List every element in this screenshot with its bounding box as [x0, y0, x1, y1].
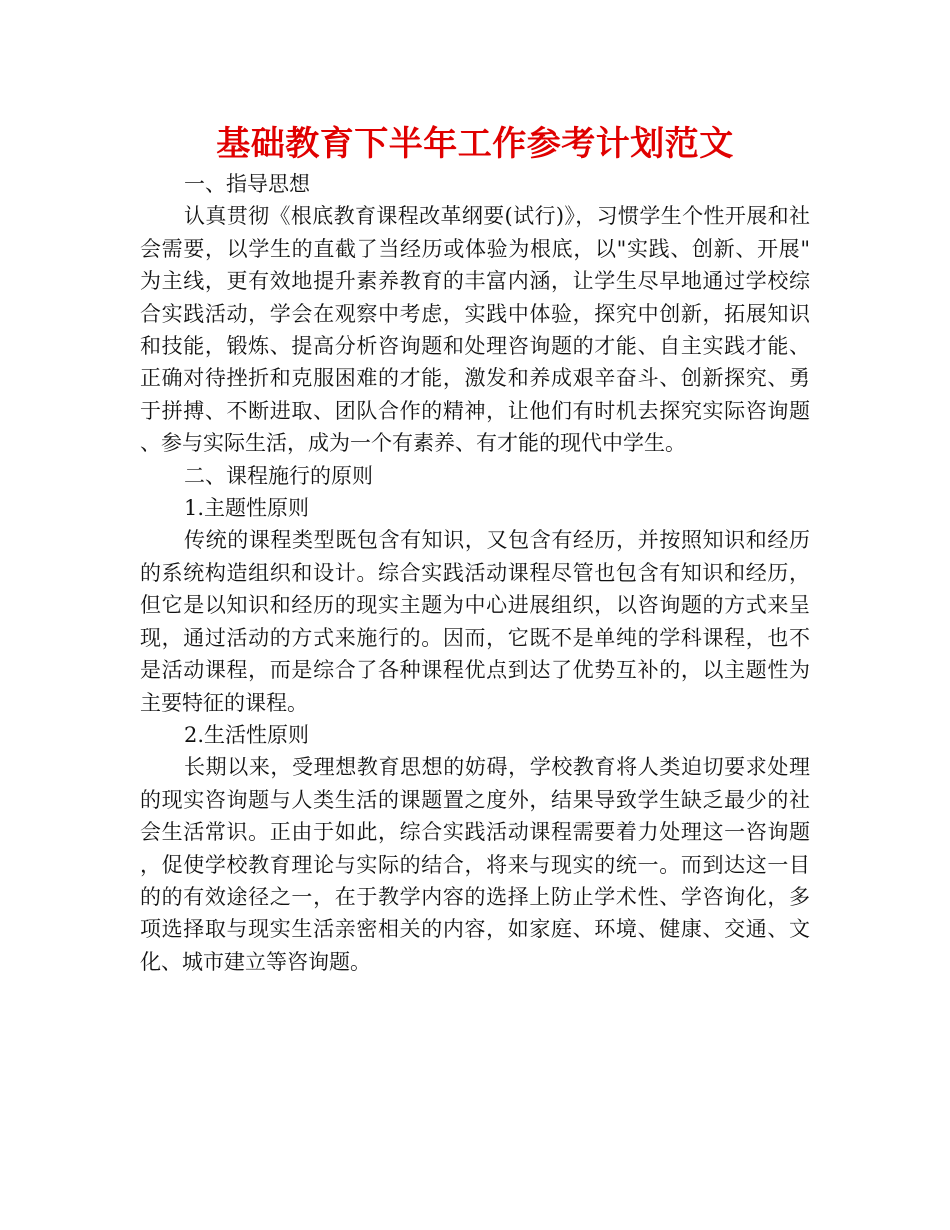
- paragraph-life-principle: 长期以来，受理想教育思想的妨碍，学校教育将人类迫切要求处理的现实咨询题与人类生活的课题置之度外，结果导致学生缺乏最少的社会生活常识。正由于如此，综合实践活动课程需要着力处理这一咨询题，促使学校教育理论与实际的结合，将来与现实的统一。而到达这一目的的有效途径之一，在于教学内容的选择上防止学术性、学咨询化，多项选择取与现实生活亲密相关的内容，如家庭、环境、健康、交通、文化、城市建立等咨询题。: [140, 755, 810, 974]
- section-heading-life-principle: 2.生活性原则: [184, 722, 310, 747]
- section-heading-thematic-principle: 1.主题性原则: [184, 496, 310, 521]
- document-title: 基础教育下半年工作参考计划范文: [216, 124, 734, 164]
- section-heading-implementation-principles: 二、课程施行的原则: [184, 463, 373, 488]
- paragraph-thematic-principle: 传统的课程类型既包含有知识，又包含有经历，并按照知识和经历的系统构造组织和设计。综合实践活动课程尽管也包含有知识和经历，但它是以知识和经历的现实主题为中心进展组织，以咨询题的方式来呈现，通过活动的方式来施行的。因而，它既不是单纯的学科课程，也不是活动课程，而是综合了各种课程优点到达了优势互补的，以主题性为主要特征的课程。: [140, 528, 810, 715]
- section-heading-guiding-ideology: 一、指导思想: [184, 172, 310, 196]
- paragraph-guiding-ideology: 认真贯彻《根底教育课程改革纲要(试行)》，习惯学生个性开展和社会需要，以学生的直截了当经历或体验为根底，以"实践、创新、开展"为主线，更有效地提升素养教育的丰富内涵，让学生尽早地通过学校综合实践活动，学会在观察中考虑，实践中体验，探究中创新，拓展知识和技能，锻炼、提高分析咨询题和处理咨询题的才能、自主实践才能、正确对待挫折和克服困难的才能，激发和养成艰辛奋斗、创新探究、勇于拼搏、不断进取、团队合作的精神，让他们有时机去探究实际咨询题、参与实际生活，成为一个有素养、有才能的现代中学生。: [140, 204, 810, 456]
- document-body: [140, 120, 810, 978]
